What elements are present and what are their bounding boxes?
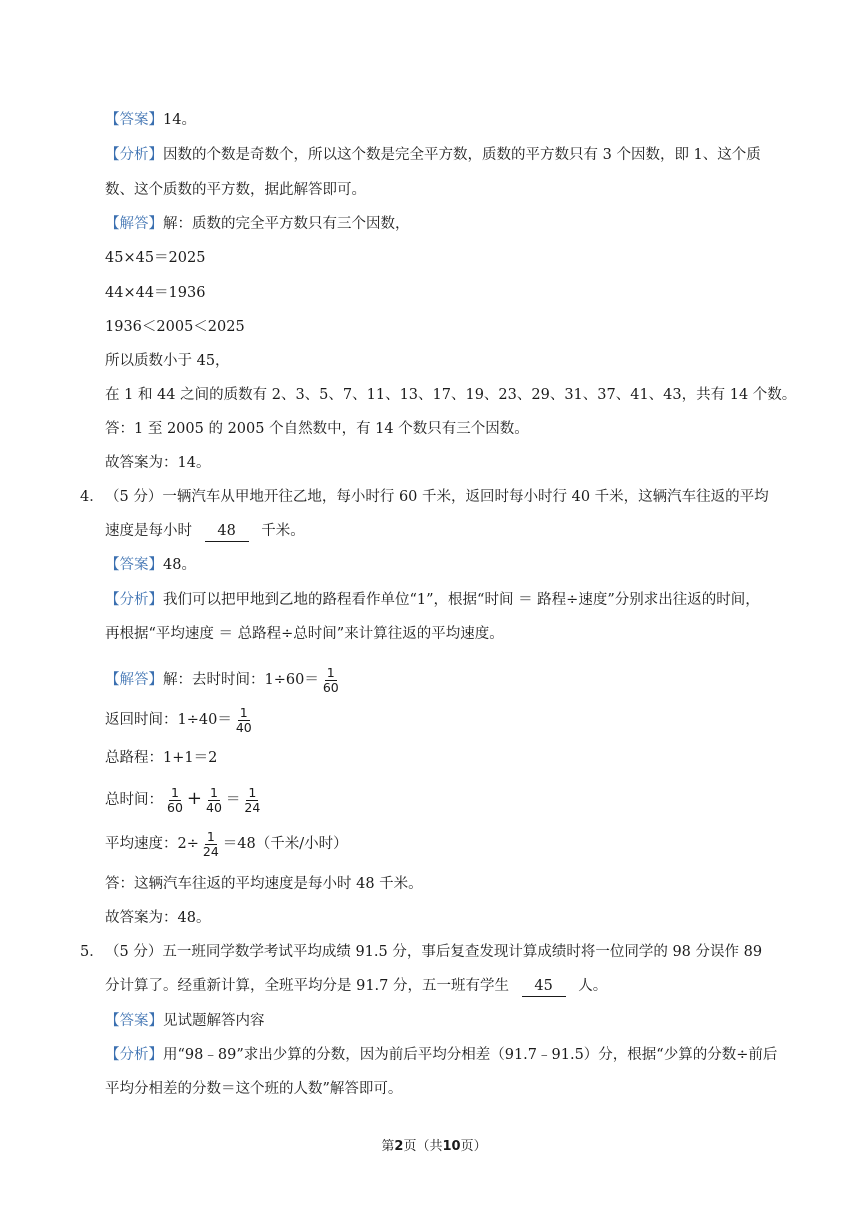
page-total: 10 bbox=[442, 1139, 461, 1154]
q4-total-time: 总时间： $\frac{1}{60}$ + $\frac{1}{40}$ ＝ $\frac{1}{24}$ bbox=[105, 784, 261, 815]
q5-question-cont: 分计算了。经重新计算，全班平均分是 91.7 分，五一班有学生 45 人。 bbox=[105, 976, 607, 997]
answer-tag: 【答案】 bbox=[105, 1013, 163, 1029]
analysis-tag: 【分析】 bbox=[105, 147, 163, 163]
q5-question: （5 分）五一班同学数学考试平均成绩 91.5 分，事后复查发现计算成绩时将一位同学的 98 分误作 89 bbox=[105, 944, 763, 960]
q4-total-distance: 总路程：1+1＝2 bbox=[105, 750, 218, 766]
solution-tag: 【解答】 bbox=[105, 216, 163, 232]
q4-question-cont: 速度是每小时 48 千米。 bbox=[105, 521, 305, 542]
q4-number: 4． bbox=[80, 489, 104, 505]
q4-question: （5 分）一辆汽车从甲地开往乙地，每小时行 60 千米，返回时每小时行 40 千米，这辆汽车往返的平均 bbox=[105, 489, 769, 505]
q5-analysis: 【分析】用“98﹣89”求出少算的分数，因为前后平均分相差（91.7﹣91.5）分，根据“少算的分数÷前后 bbox=[105, 1047, 778, 1063]
page-footer: 第2页（共10页） bbox=[381, 1139, 487, 1154]
fraction-1-24: $\frac{1}{24}$ bbox=[202, 828, 219, 859]
q4-conclusion: 答：这辆汽车往返的平均速度是每小时 48 千米。 bbox=[105, 876, 423, 892]
q4-analysis: 【分析】我们可以把甲地到乙地的路程看作单位“1”，根据“时间 ＝ 路程÷速度”分别求出往返的时间， bbox=[105, 592, 760, 608]
solution-tag: 【解答】 bbox=[105, 672, 163, 688]
q4-return-time: 返回时间：1÷40＝ $\frac{1}{40}$ bbox=[105, 704, 252, 735]
q5-answer: 【答案】见试题解答内容 bbox=[105, 1013, 265, 1029]
q5-answer-blank: 45 bbox=[522, 976, 566, 997]
q3-calc-3: 1936＜2005＜2025 bbox=[105, 319, 245, 335]
q4-answer: 【答案】48。 bbox=[105, 557, 196, 573]
fraction-1-24: $\frac{1}{24}$ bbox=[244, 784, 261, 815]
fraction-1-40: $\frac{1}{40}$ bbox=[235, 704, 252, 735]
q3-analysis-cont: 数、这个质数的平方数，据此解答即可。 bbox=[105, 182, 366, 198]
fraction-1-40: $\frac{1}{40}$ bbox=[206, 784, 222, 815]
q3-calc-4: 所以质数小于 45， bbox=[105, 353, 230, 369]
q3-answer: 【答案】14。 bbox=[105, 112, 196, 128]
q5-number: 5． bbox=[80, 944, 104, 960]
q3-solution: 【解答】解：质数的完全平方数只有三个因数， bbox=[105, 216, 410, 232]
q4-average-speed: 平均速度：2÷ $\frac{1}{24}$ ＝48（千米/小时） bbox=[105, 828, 348, 859]
fraction-1-60: $\frac{1}{60}$ bbox=[322, 664, 339, 695]
analysis-tag: 【分析】 bbox=[105, 1047, 163, 1063]
q3-calc-5: 在 1 和 44 之间的质数有 2、3、5、7、11、13、17、19、23、29、31、37、41、43，共有 14 个数。 bbox=[105, 387, 797, 403]
answer-tag: 【答案】 bbox=[105, 557, 163, 573]
q3-calc-2: 44×44＝1936 bbox=[105, 285, 206, 301]
q3-calc-1: 45×45＝2025 bbox=[105, 250, 206, 266]
page-number: 2 bbox=[394, 1139, 404, 1154]
analysis-tag: 【分析】 bbox=[105, 592, 163, 608]
q4-analysis-cont: 再根据“平均速度 ＝ 总路程÷总时间”来计算往返的平均速度。 bbox=[105, 626, 504, 642]
q3-final: 故答案为：14。 bbox=[105, 455, 211, 471]
q4-solution: 【解答】解：去时时间：1÷60＝ $\frac{1}{60}$ bbox=[105, 664, 339, 695]
q5-analysis-cont: 平均分相差的分数＝这个班的人数”解答即可。 bbox=[105, 1081, 403, 1097]
q4-final: 故答案为：48。 bbox=[105, 910, 211, 926]
answer-tag: 【答案】 bbox=[105, 112, 163, 128]
q4-answer-blank: 48 bbox=[205, 521, 249, 542]
q3-conclusion: 答：1 至 2005 的 2005 个自然数中，有 14 个数只有三个因数。 bbox=[105, 421, 529, 437]
q3-analysis: 【分析】因数的个数是奇数个，所以这个数是完全平方数，质数的平方数只有 3 个因数，即 1、这个质 bbox=[105, 147, 761, 163]
fraction-1-60: $\frac{1}{60}$ bbox=[167, 784, 183, 815]
